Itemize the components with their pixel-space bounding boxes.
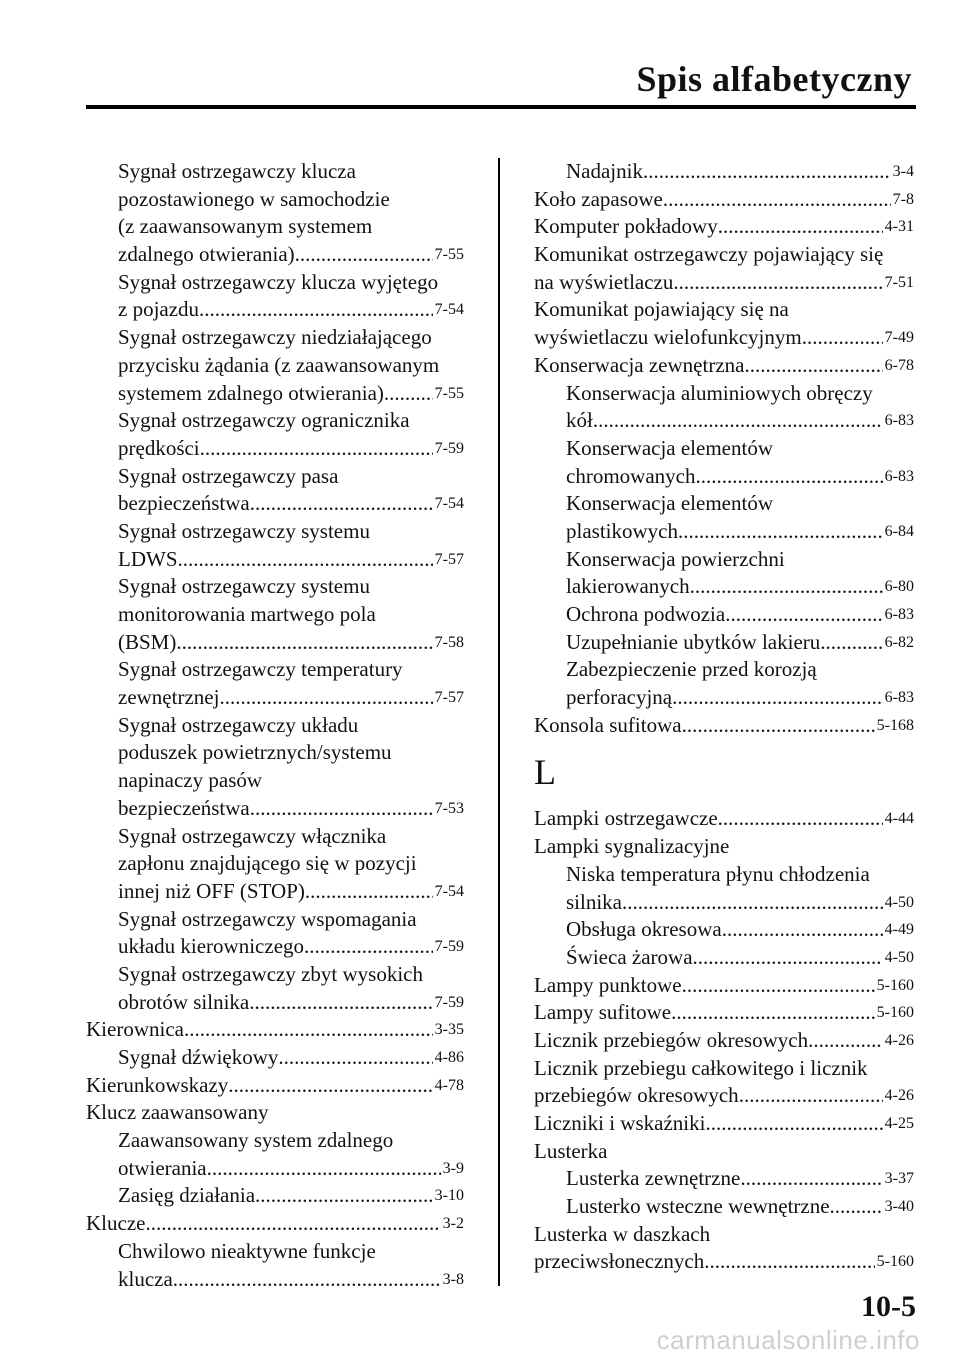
- index-entry: [534, 601, 914, 629]
- index-entry-text: Sygnał ostrzegawczy włącznika: [118, 823, 387, 848]
- index-entry-text: Konsola sufitowa: [534, 712, 682, 737]
- dot-leader: [722, 916, 883, 944]
- index-entry-page[interactable]: 4-78: [434, 1076, 464, 1094]
- index-entry-text: chromowanych: [566, 463, 696, 488]
- index-entry-text: Kierunkowskazy: [86, 1072, 229, 1097]
- index-entry: [534, 1110, 914, 1138]
- index-entry-page[interactable]: 5-168: [876, 716, 914, 734]
- index-entry-page[interactable]: 3-10: [434, 1187, 464, 1205]
- index-entry-text: Lampki sygnalizacyjne: [534, 834, 730, 859]
- index-entry-page[interactable]: 3-2: [442, 1215, 464, 1233]
- index-entry: [86, 1266, 464, 1294]
- index-entry-text: otwierania: [118, 1155, 207, 1180]
- index-entry-page[interactable]: 6-83: [884, 689, 914, 707]
- index-entry-text: (BSM): [118, 629, 177, 654]
- index-entry: [534, 944, 914, 972]
- index-column-left: [86, 158, 464, 1293]
- index-entry: [86, 878, 464, 906]
- index-entry-text: Sygnał ostrzegawczy wspomagania: [118, 906, 417, 931]
- dot-leader: [622, 889, 883, 917]
- index-entry-page[interactable]: 7-59: [434, 439, 464, 457]
- index-entry-text: Uzupełnianie ubytków lakieru: [566, 629, 821, 654]
- index-entry: [534, 324, 914, 352]
- index-entry: [86, 186, 464, 214]
- dot-leader: [278, 1044, 432, 1072]
- index-entry-text: obrotów silnika: [118, 989, 250, 1014]
- index-entry-page[interactable]: 6-83: [884, 412, 914, 430]
- index-entry-text: Sygnał ostrzegawczy klucza wyjętego: [118, 269, 439, 294]
- index-entry-text: Klucze: [86, 1211, 146, 1236]
- index-entry-text: na wyświetlaczu: [534, 269, 674, 294]
- index-entry: [86, 684, 464, 712]
- index-entry-text: z pojazdu: [118, 297, 200, 322]
- index-entry: [534, 656, 914, 684]
- dot-leader: [830, 1193, 883, 1221]
- index-entry: [86, 324, 464, 352]
- index-entry: [86, 933, 464, 961]
- index-entry: [86, 241, 464, 269]
- index-entry: [86, 1210, 464, 1238]
- index-entry-text: Kierownica: [86, 1017, 184, 1042]
- index-entry-text: Licznik przebiegu całkowitego i licznik: [534, 1055, 868, 1080]
- index-entry: [534, 158, 914, 186]
- dot-leader: [207, 1155, 441, 1183]
- index-entry-page[interactable]: 4-49: [884, 921, 914, 939]
- index-entry: [534, 407, 914, 435]
- index-entry: [534, 435, 914, 463]
- index-entry: [86, 158, 464, 186]
- column-divider: [498, 158, 500, 1286]
- index-entry: [534, 629, 914, 657]
- index-entry: [86, 656, 464, 684]
- index-entry-page[interactable]: 3-37: [884, 1170, 914, 1188]
- index-entry-text: systemem zdalnego otwierania): [118, 380, 384, 405]
- dot-leader: [820, 629, 882, 657]
- index-entry-text: Konserwacja elementów: [566, 435, 773, 460]
- index-entry: [86, 490, 464, 518]
- dot-leader: [304, 933, 433, 961]
- index-entry: [86, 823, 464, 851]
- dot-leader: [682, 712, 875, 740]
- dot-leader: [145, 1210, 440, 1238]
- index-entry: [86, 546, 464, 574]
- index-entry-text: kół: [566, 408, 593, 433]
- index-entry-page[interactable]: 7-54: [434, 301, 464, 319]
- index-entry-text: Sygnał ostrzegawczy układu: [118, 712, 359, 737]
- index-entry-text: Sygnał ostrzegawczy niedziałającego: [118, 325, 432, 350]
- index-entry-text: Komunikat ostrzegawczy pojawiający się: [534, 242, 884, 267]
- dot-leader: [295, 241, 433, 269]
- index-entry-text: bezpieczeństwa: [118, 795, 250, 820]
- index-entry: [534, 463, 914, 491]
- index-entry-text: wyświetlaczu wielofunkcyjnym: [534, 325, 802, 350]
- index-entry-text: Lusterka: [534, 1138, 608, 1163]
- index-entry-text: plastikowych: [566, 518, 678, 543]
- index-entry-page[interactable]: 7-57: [434, 550, 464, 568]
- dot-leader: [593, 407, 883, 435]
- index-entry-text: bezpieczeństwa: [118, 491, 250, 516]
- index-entry: [86, 213, 464, 241]
- index-entry-page[interactable]: 4-25: [884, 1115, 914, 1132]
- index-entry-page[interactable]: 4-50: [884, 893, 914, 911]
- index-entry: [86, 767, 464, 795]
- dot-leader: [228, 1072, 432, 1100]
- dot-leader: [673, 269, 882, 297]
- index-entry-text: Obsługa okresowa: [566, 917, 722, 942]
- index-entry-text: Konserwacja aluminiowych obręczy: [566, 380, 873, 405]
- index-entry-text: silnika: [566, 889, 622, 914]
- index-entry: [86, 989, 464, 1017]
- dot-leader: [384, 380, 433, 408]
- index-entry-page[interactable]: 3-40: [884, 1198, 914, 1216]
- dot-leader: [725, 601, 882, 629]
- dot-leader: [176, 629, 432, 657]
- dot-leader: [744, 352, 882, 380]
- index-entry-text: Lusterka w daszkach: [534, 1221, 711, 1246]
- index-entry-page[interactable]: 7-54: [434, 882, 464, 900]
- index-entry: [534, 490, 914, 518]
- index-entry-page[interactable]: 5-160: [876, 976, 914, 994]
- dot-leader: [740, 1165, 882, 1193]
- dot-leader: [695, 463, 882, 491]
- index-entry-text: Klucz zaawansowany: [86, 1100, 269, 1125]
- index-entry: [534, 1138, 914, 1166]
- index-entry-text: zdalnego otwierania): [118, 242, 295, 267]
- index-entry-text: Zasięg działania: [118, 1183, 256, 1208]
- index-entry-text: Chwilowo nieaktywne funkcje: [118, 1238, 376, 1263]
- index-entry-text: Sygnał ostrzegawczy temperatury: [118, 657, 403, 682]
- index-entry: [534, 916, 914, 944]
- index-entry: [86, 1182, 464, 1210]
- index-entry-page[interactable]: 7-57: [434, 689, 464, 707]
- index-entry-page[interactable]: 5-160: [876, 1004, 914, 1022]
- index-entry-page[interactable]: 7-54: [434, 495, 464, 513]
- index-entry: [86, 1127, 464, 1155]
- index-entry: [534, 712, 914, 740]
- dot-leader: [718, 213, 883, 241]
- index-entry-page[interactable]: 3-8: [442, 1270, 464, 1288]
- dot-leader: [305, 878, 433, 906]
- index-entry: [86, 1072, 464, 1100]
- index-entry: [534, 889, 914, 917]
- index-entry-text: Komputer pokładowy: [534, 214, 718, 239]
- index-entry-page[interactable]: 7-59: [434, 938, 464, 956]
- index-entry: [534, 546, 914, 574]
- index-entry: [534, 1165, 914, 1193]
- dot-leader: [682, 972, 875, 1000]
- index-entry-page[interactable]: 7-55: [434, 246, 464, 264]
- index-entry: [534, 684, 914, 712]
- index-entry: [534, 380, 914, 408]
- index-entry-text: lakierowanych: [566, 574, 690, 599]
- dot-leader: [199, 296, 433, 324]
- index-entry: [86, 1044, 464, 1072]
- index-entry: [86, 961, 464, 989]
- index-entry-text: Sygnał ostrzegawczy klucza: [118, 159, 356, 183]
- index-entry-text: Sygnał ostrzegawczy pasa: [118, 463, 339, 488]
- dot-leader: [693, 944, 883, 972]
- index-entry-text: prędkości: [118, 435, 200, 460]
- index-entry-page[interactable]: 6-83: [884, 606, 914, 623]
- page-title: Spis alfabetyczny: [636, 59, 912, 99]
- page-number: 10-5: [861, 1290, 916, 1323]
- index-entry: [534, 269, 914, 297]
- index-entry: [534, 999, 914, 1027]
- index-entry-page[interactable]: 5-160: [876, 1253, 914, 1271]
- index-entry-page[interactable]: 7-53: [434, 799, 464, 817]
- index-entry-page[interactable]: 3-9: [442, 1159, 464, 1177]
- index-entry-text: Konserwacja powierzchni: [566, 546, 785, 571]
- index-entry-text: napinaczy pasów: [118, 768, 263, 793]
- index-entry: [86, 739, 464, 767]
- index-entry-text: Liczniki i wskaźniki: [534, 1111, 706, 1135]
- index-entry: [86, 463, 464, 491]
- index-entry-page[interactable]: 4-26: [884, 1087, 914, 1105]
- section-letter: L: [534, 752, 556, 793]
- dot-leader: [250, 795, 433, 823]
- dot-leader: [249, 989, 432, 1017]
- dot-leader: [705, 1110, 882, 1138]
- index-entry-page[interactable]: 4-50: [884, 948, 914, 966]
- index-entry: [534, 1082, 914, 1110]
- dot-leader: [671, 999, 875, 1027]
- index-entry: [86, 906, 464, 934]
- index-entry: [86, 850, 464, 878]
- dot-leader: [808, 1027, 883, 1055]
- index-entry-text: Lampy sufitowe: [534, 1000, 672, 1025]
- index-entry: [534, 861, 914, 889]
- index-entry: [534, 805, 914, 833]
- index-entry: [86, 296, 464, 324]
- index-entry: [86, 601, 464, 629]
- index-entry-page[interactable]: 3-4: [892, 163, 914, 180]
- index-entry-page[interactable]: 7-55: [434, 384, 464, 402]
- index-entry: [86, 1238, 464, 1266]
- index-entry-page[interactable]: 7-49: [884, 329, 914, 347]
- dot-leader: [718, 805, 883, 833]
- index-entry: [534, 352, 914, 380]
- index-entry-text: Lusterko wsteczne wewnętrzne: [566, 1194, 830, 1219]
- index-entry-text: Sygnał ostrzegawczy systemu: [118, 518, 370, 543]
- dot-leader: [255, 1182, 433, 1210]
- index-entry-text: monitorowania martwego pola: [118, 602, 376, 626]
- index-entry-text: Nadajnik: [566, 159, 643, 183]
- index-entry: [534, 241, 914, 269]
- dot-leader: [643, 158, 891, 186]
- index-entry-text: Konserwacja elementów: [566, 491, 773, 516]
- index-entry-text: Świeca żarowa: [566, 944, 693, 969]
- index-entry-text: przycisku żądania (z zaawansowanym: [118, 352, 440, 377]
- index-entry: [86, 518, 464, 546]
- index-entry-text: Lusterka zewnętrzne: [566, 1166, 741, 1191]
- dot-leader: [173, 1266, 441, 1294]
- index-entry: [534, 1221, 914, 1249]
- index-entry-text: Zabezpieczenie przed korozją: [566, 657, 817, 682]
- index-entry: [534, 1055, 914, 1083]
- dot-leader: [219, 684, 432, 712]
- index-entry-text: klucza: [118, 1266, 173, 1291]
- index-entry-text: Sygnał ostrzegawczy ogranicznika: [118, 408, 410, 433]
- index-entry: [86, 1099, 464, 1127]
- dot-leader: [690, 573, 883, 601]
- index-entry-text: Lampy punktowe: [534, 972, 682, 997]
- index-entry-text: Lampki ostrzegawcze: [534, 806, 718, 831]
- index-entry-text: zewnętrznej: [118, 685, 220, 710]
- index-entry: [534, 518, 914, 546]
- index-entry: [534, 186, 914, 214]
- index-entry-text: perforacyjną: [566, 685, 673, 710]
- index-entry: [86, 712, 464, 740]
- index-entry: [86, 407, 464, 435]
- index-entry-text: Ochrona podwozia: [566, 602, 726, 626]
- index-entry: [534, 573, 914, 601]
- index-entry-page[interactable]: 7-59: [434, 993, 464, 1011]
- index-entry-text: Sygnał ostrzegawczy zbyt wysokich: [118, 961, 424, 986]
- index-entry-text: Komunikat pojawiający się na: [534, 297, 789, 322]
- dot-leader: [678, 518, 883, 546]
- index-entry-text: pozostawionego w samochodzie: [118, 186, 390, 211]
- index-entry-text: zapłonu znajdującego się w pozycji: [118, 851, 417, 876]
- dot-leader: [672, 684, 883, 712]
- index-entry-text: Konserwacja zewnętrzna: [534, 352, 745, 377]
- index-entry: [86, 1155, 464, 1183]
- index-entry-text: Niska temperatura płynu chłodzenia: [566, 861, 870, 886]
- index-entry: [534, 213, 914, 241]
- index-entry-page[interactable]: 6-82: [884, 633, 914, 651]
- index-entry-page[interactable]: 6-80: [884, 578, 914, 596]
- index-entry-page[interactable]: 7-51: [884, 273, 914, 291]
- dot-leader: [250, 490, 433, 518]
- watermark: carmanualsonline.info: [656, 1325, 920, 1355]
- index-entry: [86, 435, 464, 463]
- dot-leader: [184, 1016, 433, 1044]
- index-entry-page[interactable]: 4-44: [884, 810, 914, 828]
- index-entry-text: układu kierowniczego: [118, 934, 305, 959]
- dot-leader: [704, 1248, 874, 1276]
- index-entry: [534, 1248, 914, 1276]
- dot-leader: [178, 546, 433, 574]
- index-entry-page[interactable]: 4-86: [434, 1049, 464, 1066]
- index-entry-page[interactable]: 7-8: [892, 190, 914, 208]
- index-entry-text: Licznik przebiegów okresowych: [534, 1027, 809, 1052]
- index-entry-text: Sygnał dźwiękowy: [118, 1045, 279, 1069]
- index-entry-text: Koło zapasowe: [534, 186, 663, 211]
- index-entry: [86, 573, 464, 601]
- index-entry-page[interactable]: 7-58: [434, 633, 464, 651]
- index-entry: [86, 269, 464, 297]
- index-entry-text: LDWS: [118, 546, 178, 571]
- dot-leader: [200, 435, 433, 463]
- index-entry-text: (z zaawansowanym systemem: [118, 214, 373, 239]
- index-entry-text: przebiegów okresowych: [534, 1083, 739, 1108]
- index-entry: [86, 352, 464, 380]
- index-entry-text: poduszek powietrznych/systemu: [118, 740, 392, 765]
- index-column-right: [534, 158, 914, 1276]
- index-entry: [86, 795, 464, 823]
- header-rule: [86, 105, 916, 109]
- index-entry-text: Sygnał ostrzegawczy systemu: [118, 574, 370, 599]
- index-entry-page[interactable]: 6-84: [884, 522, 914, 540]
- index-entry-page[interactable]: 6-83: [884, 467, 914, 485]
- index-entry: [86, 629, 464, 657]
- dot-leader: [802, 324, 883, 352]
- index-entry-page[interactable]: 4-26: [884, 1031, 914, 1049]
- index-entry: [534, 833, 914, 861]
- index-entry-text: innej niż OFF (STOP): [118, 878, 305, 903]
- index-entry: [534, 296, 914, 324]
- index-entry-page[interactable]: 6-78: [884, 356, 914, 374]
- dot-leader: [663, 186, 891, 214]
- index-entry-page[interactable]: 4-31: [884, 218, 914, 236]
- index-entry-text: Zaawansowany system zdalnego: [118, 1128, 394, 1153]
- dot-leader: [739, 1082, 883, 1110]
- index-entry: [534, 1027, 914, 1055]
- index-entry: [86, 380, 464, 408]
- index-entry: [534, 972, 914, 1000]
- index-entry: [86, 1016, 464, 1044]
- index-entry-text: przeciwsłonecznych: [534, 1249, 705, 1274]
- index-entry-page[interactable]: 3-35: [434, 1021, 464, 1039]
- index-entry: [534, 1193, 914, 1221]
